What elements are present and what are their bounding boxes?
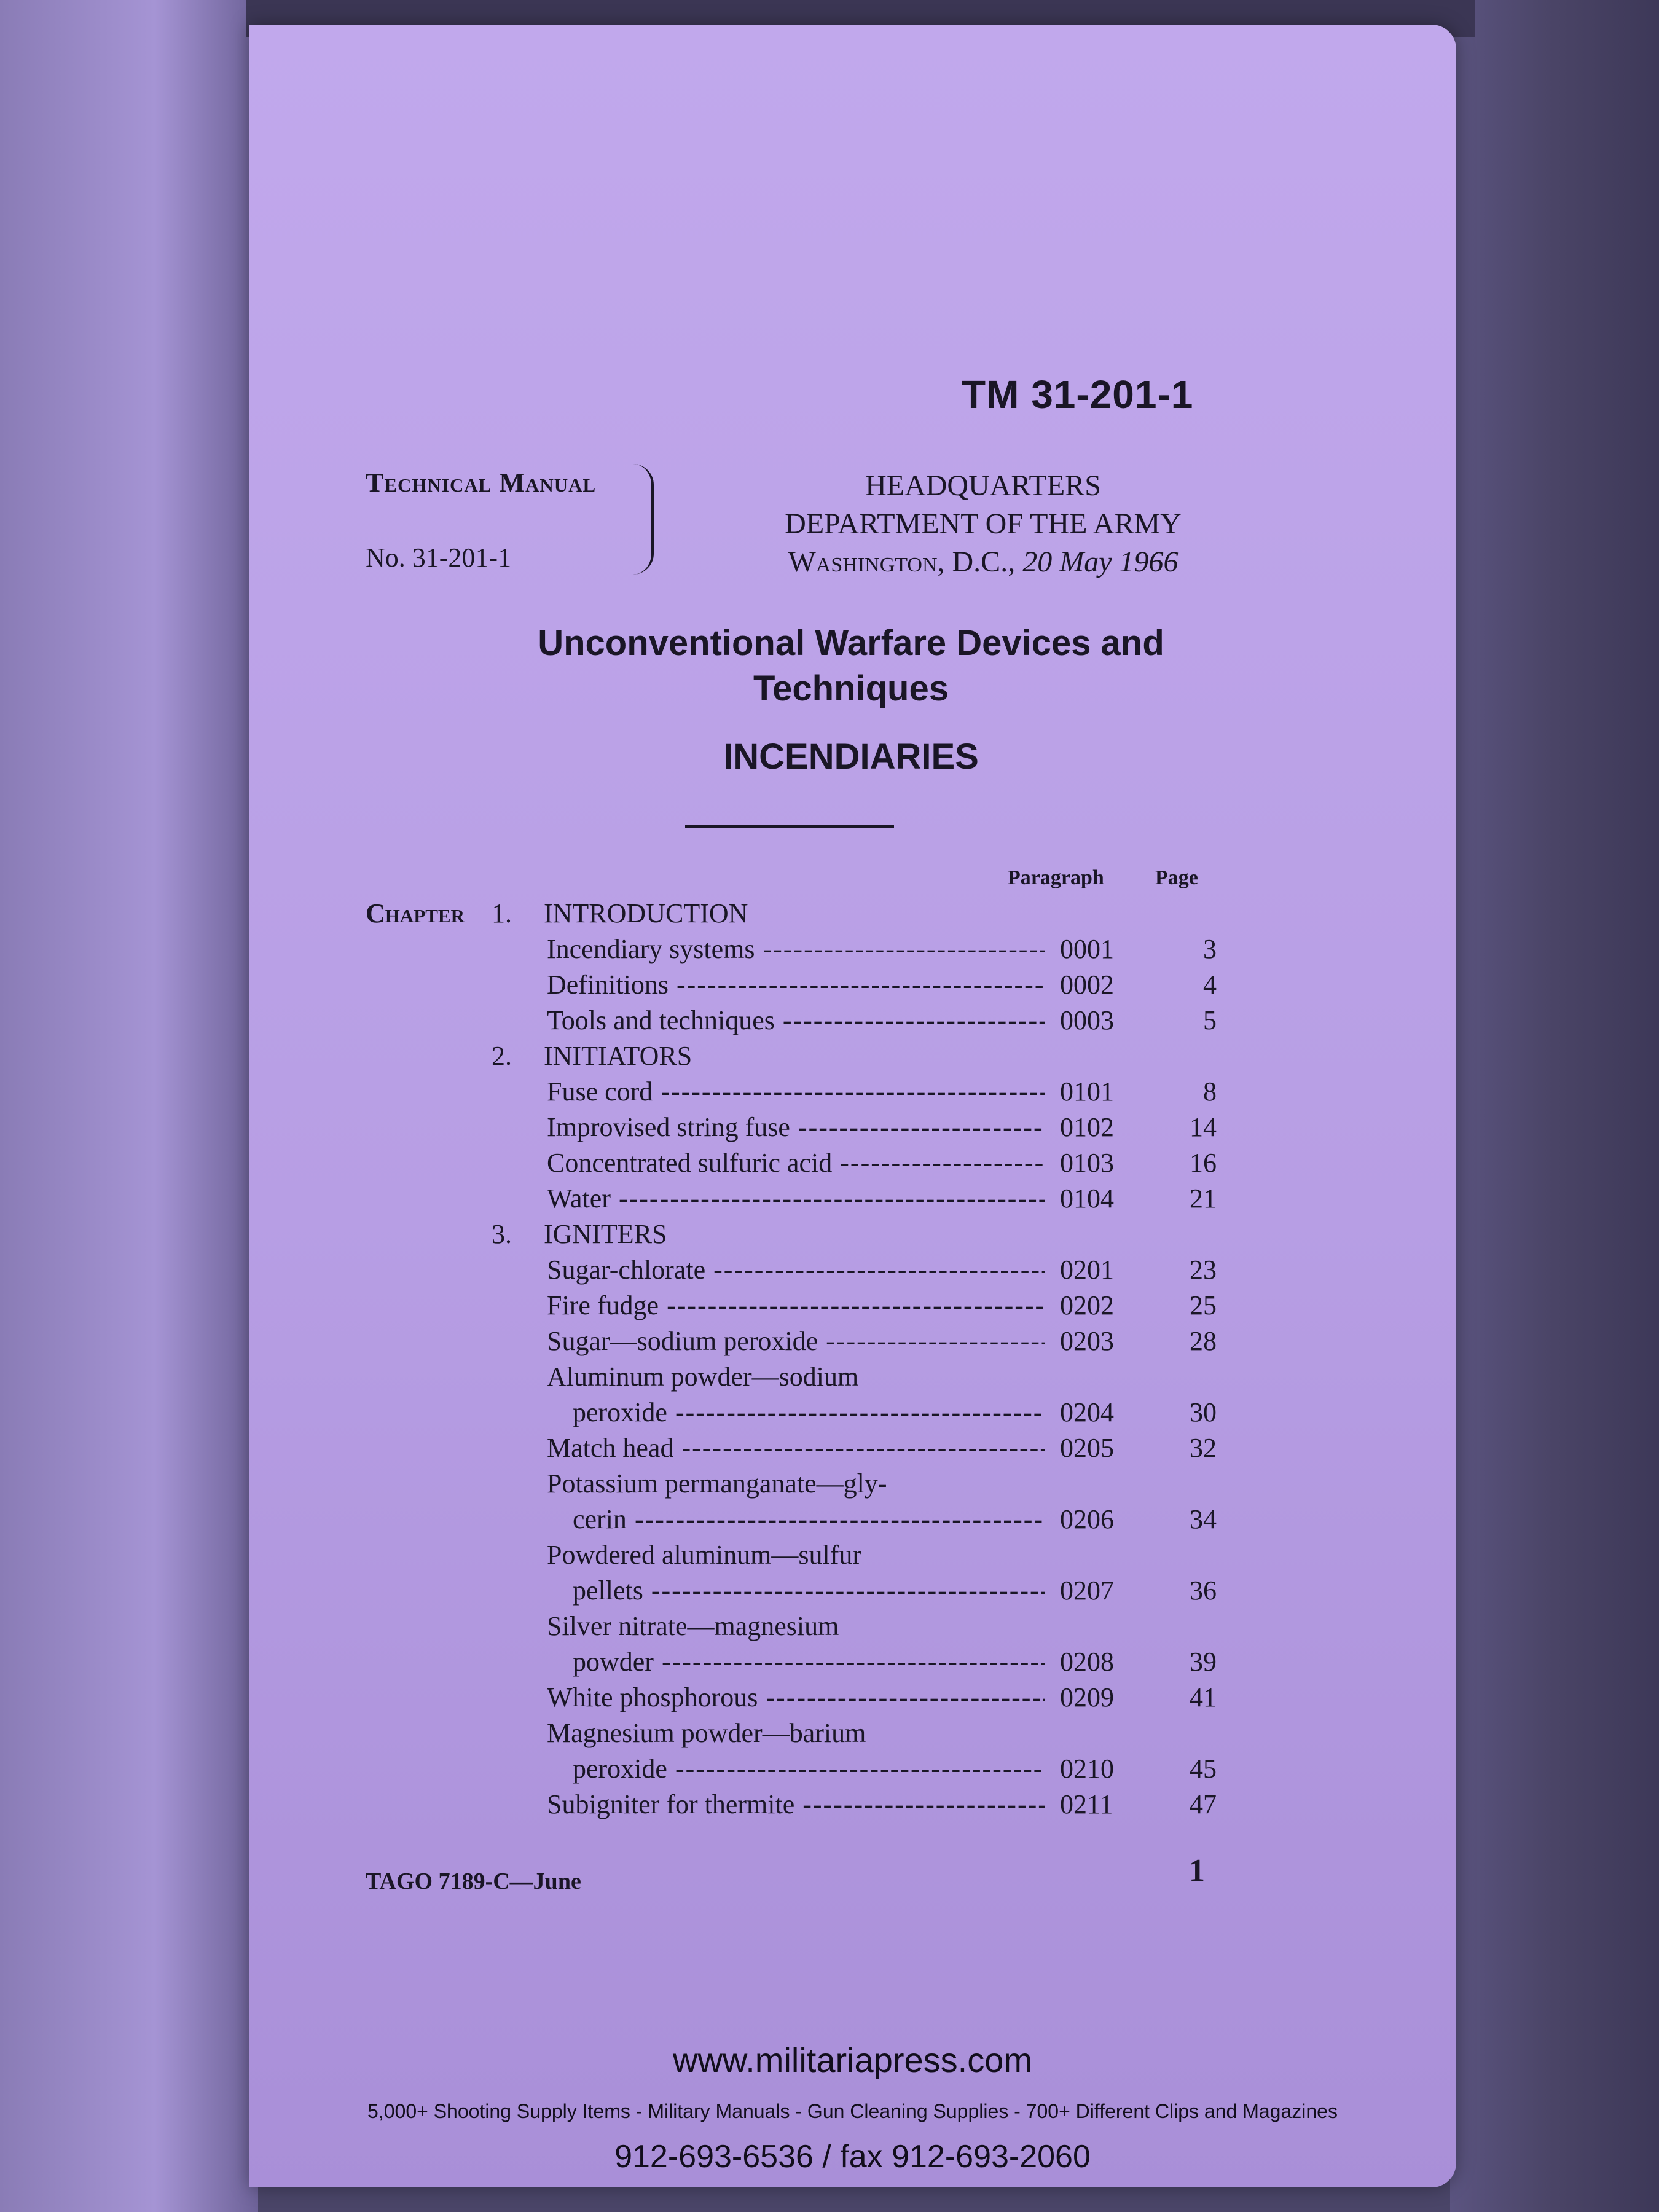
hq-date: 20 May 1966 [1022, 546, 1179, 578]
toc-entry [547, 1324, 1217, 1359]
entry-paragraph: 0210 [1060, 1754, 1114, 1784]
chapter-title: IGNITERS [544, 1219, 667, 1249]
headquarters-block [700, 467, 1266, 581]
chapter-number: 1. [492, 898, 512, 928]
entry-paragraph: 0206 [1060, 1504, 1114, 1534]
entry-page: 21 [1190, 1183, 1217, 1214]
column-header-paragraph: Paragraph [1008, 866, 1104, 889]
entry-title: Fuse cord ----- [547, 1074, 1045, 1110]
toc-entry [547, 1680, 1217, 1716]
column-header-page: Page [1155, 866, 1198, 889]
entry-paragraph: 0102 [1060, 1112, 1114, 1142]
entry-page: 34 [1190, 1504, 1217, 1534]
facing-page [0, 0, 258, 2212]
entry-title-continued: peroxide ----- [547, 1395, 1045, 1430]
entry-title: Magnesium powder—barium [547, 1718, 866, 1748]
entry-page: 39 [1190, 1647, 1217, 1677]
entry-title: Powdered aluminum—sulfur [547, 1540, 862, 1570]
hq-city: Washington, [788, 546, 945, 578]
entry-page: 41 [1190, 1682, 1217, 1712]
entry-title: Silver nitrate—magnesium [547, 1611, 839, 1641]
hq-line1: HEADQUARTERS [865, 469, 1101, 502]
entry-paragraph: 0202 [1060, 1290, 1114, 1320]
entry-title: Fire fudge ----- [547, 1288, 1045, 1324]
background-fabric [1450, 0, 1659, 2212]
toc-entry-line [547, 1609, 1217, 1644]
toc-entry [547, 1787, 1217, 1822]
entry-page: 23 [1190, 1255, 1217, 1285]
entry-paragraph: 0207 [1060, 1575, 1114, 1606]
entry-paragraph: 0201 [1060, 1255, 1114, 1285]
entry-title-continued: cerin ----- [547, 1502, 1045, 1537]
publisher-tagline: 5,000+ Shooting Supply Items - Military Manuals - Gun Cleaning Supplies - 700+ Different Clips and Magazines [367, 2100, 1338, 2122]
tm-number: TM 31-201-1 [962, 372, 1194, 417]
chapter-title: INTRODUCTION [544, 898, 748, 928]
entry-paragraph: 0211 [1060, 1789, 1113, 1819]
entry-title: Potassium permanganate—gly- [547, 1469, 887, 1499]
entry-page: 32 [1190, 1433, 1217, 1463]
title-line2: Techniques [753, 669, 949, 708]
chapter-number: 2. [492, 1041, 512, 1071]
toc-entry [547, 1288, 1217, 1324]
chapter-label: Chapter [366, 898, 465, 928]
manual-number: No. 31-201-1 [366, 543, 512, 573]
toc-entry [547, 931, 1217, 967]
publisher-url: www.militariapress.com [673, 2041, 1032, 2079]
entry-title: Definitions ----- [547, 967, 1045, 1003]
toc-entry [547, 1430, 1217, 1466]
entry-page: 30 [1190, 1397, 1217, 1427]
entry-title: Match head ----- [547, 1430, 1045, 1466]
hq-dc: D.C., [952, 546, 1016, 578]
entry-title: Aluminum powder—sodium [547, 1362, 859, 1392]
entry-paragraph: 0208 [1060, 1647, 1114, 1677]
entry-page: 16 [1190, 1148, 1217, 1178]
entry-paragraph: 0101 [1060, 1077, 1114, 1107]
toc-entry-line [547, 1359, 1217, 1395]
entry-title-continued: peroxide ----- [547, 1751, 1045, 1787]
manual-identification [366, 467, 596, 617]
entry-title-continued: powder ----- [547, 1644, 1045, 1680]
entry-title-continued: pellets ----- [547, 1573, 1045, 1609]
entry-page: 14 [1190, 1112, 1217, 1142]
page-number: 1 [1189, 1853, 1205, 1888]
brace-divider [633, 464, 654, 575]
toc-entry [547, 1145, 1217, 1181]
entry-title: Water ----- [547, 1181, 1045, 1217]
toc-entry [547, 1644, 1217, 1680]
publisher-phone: 912-693-6536 / fax 912-693-2060 [614, 2139, 1091, 2175]
entry-paragraph: 0205 [1060, 1433, 1114, 1463]
entry-page: 4 [1203, 970, 1217, 1000]
toc-entry [547, 1074, 1217, 1110]
entry-title: Sugar-chlorate ----- [547, 1252, 1045, 1288]
title-rule [685, 825, 894, 828]
entry-page: 28 [1190, 1326, 1217, 1356]
entry-paragraph: 0104 [1060, 1183, 1114, 1214]
entry-title: Concentrated sulfuric acid ----- [547, 1145, 1045, 1181]
toc-entry [547, 1252, 1217, 1288]
toc-entry [547, 1003, 1217, 1038]
subtitle: INCENDIARIES [723, 737, 979, 777]
entry-paragraph: 0003 [1060, 1005, 1114, 1035]
entry-title: Improvised string fuse ----- [547, 1110, 1045, 1145]
entry-page: 3 [1203, 934, 1217, 964]
toc-entry-line [547, 1716, 1217, 1751]
title-line1: Unconventional Warfare Devices and [538, 623, 1164, 663]
entry-title: White phosphorous ----- [547, 1680, 1045, 1716]
entry-paragraph: 0001 [1060, 934, 1114, 964]
title-block [372, 621, 1330, 777]
entry-paragraph: 0103 [1060, 1148, 1114, 1178]
toc-entry [547, 967, 1217, 1003]
manual-label: Technical Manual [366, 468, 597, 498]
entry-title: Subigniter for thermite ----- [547, 1787, 1045, 1822]
toc-entry-line [547, 1466, 1217, 1502]
toc-entry [547, 1395, 1217, 1430]
entry-page: 45 [1190, 1754, 1217, 1784]
entry-page: 5 [1203, 1005, 1217, 1035]
tago-code: TAGO 7189-C—June [366, 1869, 581, 1894]
toc-entry [547, 1573, 1217, 1609]
toc-entry [547, 1502, 1217, 1537]
entry-paragraph: 0209 [1060, 1682, 1114, 1712]
entry-page: 8 [1203, 1077, 1217, 1107]
document-page [249, 25, 1456, 2187]
chapter-title: INITIATORS [544, 1041, 692, 1071]
chapter-number: 3. [492, 1219, 512, 1249]
entry-page: 47 [1190, 1789, 1217, 1819]
entry-paragraph: 0002 [1060, 970, 1114, 1000]
entry-title: Sugar—sodium peroxide ----- [547, 1324, 1045, 1359]
toc-entry [547, 1181, 1217, 1217]
entry-title: Incendiary systems ----- [547, 931, 1045, 967]
toc-entry-line [547, 1537, 1217, 1573]
entry-title: Tools and techniques ----- [547, 1003, 1045, 1038]
entry-paragraph: 0203 [1060, 1326, 1114, 1356]
entry-paragraph: 0204 [1060, 1397, 1114, 1427]
entry-page: 36 [1190, 1575, 1217, 1606]
toc-entry [547, 1751, 1217, 1787]
entry-page: 25 [1190, 1290, 1217, 1320]
hq-line3 [700, 543, 1266, 581]
toc-entry [547, 1110, 1217, 1145]
hq-line2: DEPARTMENT OF THE ARMY [785, 508, 1182, 540]
